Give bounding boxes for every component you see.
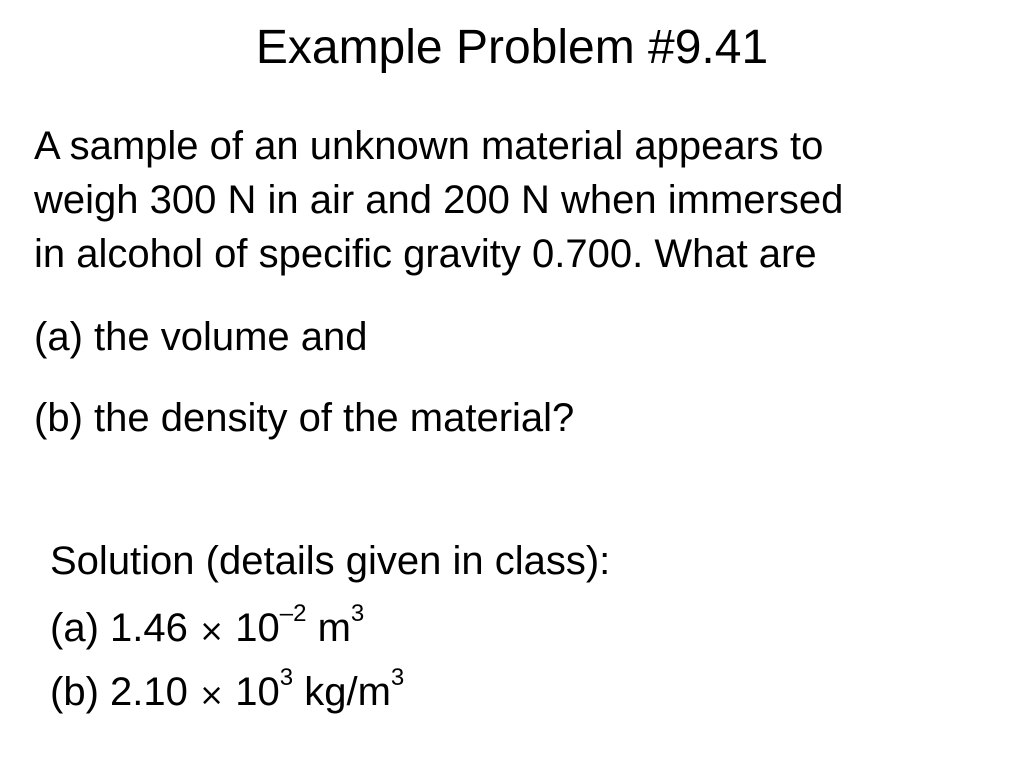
answer-a-unit: m [317, 606, 351, 650]
answer-b-label: (b) 2.10 [50, 670, 188, 714]
answer-a-label: (a) 1.46 [50, 606, 188, 650]
answer-a-exponent: –2 [279, 599, 307, 627]
problem-line: weigh 300 N in air and 200 N when immersed [34, 178, 844, 222]
answer-a-base: 10 [235, 606, 280, 650]
solution-answer-b [50, 663, 405, 720]
question-part-a: (a) the volume and [34, 315, 368, 359]
problem-line: in alcohol of specific gravity 0.700. What are [34, 232, 817, 276]
answer-a-unit-exponent: 3 [350, 599, 365, 627]
problem-statement [34, 119, 843, 281]
solution-heading: Solution (details given in class): [50, 539, 611, 583]
answer-b-exponent: 3 [279, 663, 294, 691]
slide-title: Example Problem #9.41 [255, 21, 769, 74]
answer-b-base: 10 [235, 670, 280, 714]
times-symbol: × [198, 678, 225, 713]
answer-b-unit-exponent: 3 [390, 663, 405, 691]
solution-answer-a [50, 599, 365, 656]
problem-line: A sample of an unknown material appears to [34, 124, 824, 168]
question-part-b: (b) the density of the material? [34, 396, 575, 440]
times-symbol: × [198, 614, 225, 649]
answer-b-unit: kg/m [304, 670, 391, 714]
